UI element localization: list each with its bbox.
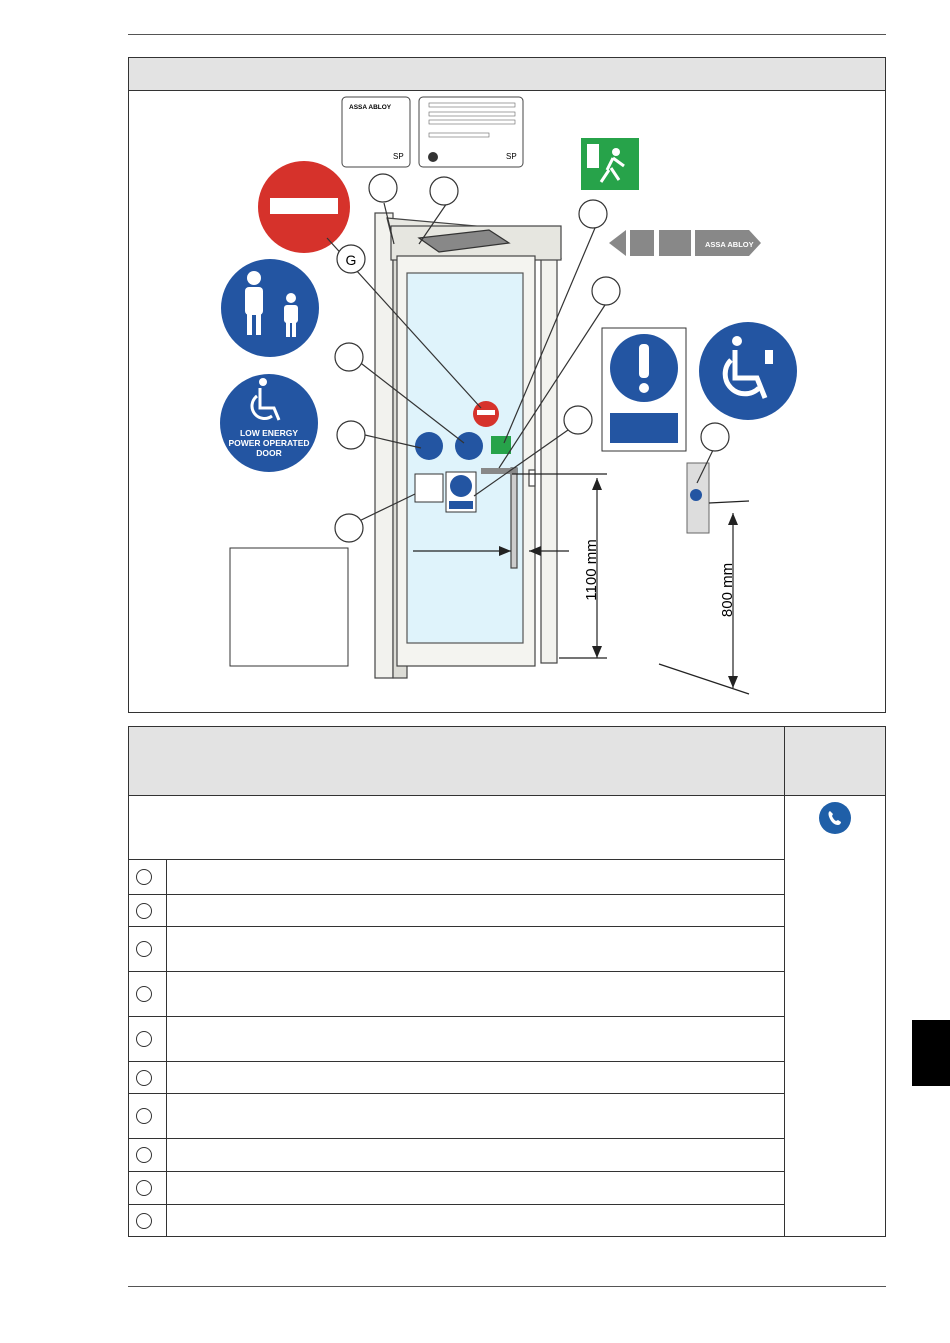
- top-rule: [128, 34, 886, 35]
- directional-strip: [609, 230, 761, 256]
- row-marker: [136, 986, 152, 1002]
- dimension-800-label: 800 mm: [719, 562, 736, 618]
- table-row: [129, 1138, 784, 1171]
- low-energy-line-1: LOW ENERGY: [239, 428, 299, 438]
- row-marker: [136, 1213, 152, 1229]
- section-tab-marker: [912, 1020, 950, 1086]
- table-row: [129, 1016, 784, 1061]
- low-energy-line-2: POWER OPERATED: [228, 438, 310, 448]
- row-marker: [136, 869, 152, 885]
- reference-table: [128, 726, 886, 1237]
- plate-brand-text: ASSA ABLOY: [349, 104, 392, 111]
- table-row: [129, 894, 784, 926]
- push-button-post: [687, 463, 709, 533]
- table-column-divider: [784, 727, 785, 1236]
- low-energy-sign: [220, 374, 318, 472]
- strip-brand-text: ASSA ABLOY: [705, 240, 754, 249]
- footer-rule: [128, 1286, 886, 1287]
- row-marker: [136, 1180, 152, 1196]
- blank-label: [230, 548, 348, 666]
- row-marker: [136, 1147, 152, 1163]
- type-plate-large: [419, 97, 523, 167]
- emergency-exit-sign: [581, 138, 639, 190]
- callout-g-label: G: [345, 252, 357, 268]
- phone-icon: [819, 802, 851, 834]
- table-row: [129, 1204, 784, 1236]
- table-row: [129, 1061, 784, 1093]
- no-entry-sign: [258, 161, 350, 253]
- door-signage-diagram: [129, 58, 887, 714]
- table-row: [129, 926, 784, 971]
- row-marker: [136, 1108, 152, 1124]
- row-marker: [136, 941, 152, 957]
- type-plate-small: [342, 97, 410, 167]
- row-marker: [136, 903, 152, 919]
- table-row: [129, 1093, 784, 1138]
- low-energy-line-3: DOOR: [256, 448, 282, 458]
- mandatory-action-sign: [602, 328, 686, 451]
- plate-sp-text: SP: [393, 152, 404, 161]
- table-row: [129, 1171, 784, 1204]
- dimension-1100-label: 1100 mm: [583, 539, 600, 601]
- child-safety-sign: [221, 259, 319, 357]
- row-marker: [136, 1070, 152, 1086]
- illustration-panel: [128, 57, 886, 713]
- row-marker: [136, 1031, 152, 1047]
- wheelchair-sign: [699, 322, 797, 420]
- table-header: [129, 727, 885, 796]
- table-row: [129, 859, 784, 894]
- table-row: [129, 971, 784, 1016]
- plate-sp-text-2: SP: [506, 152, 517, 161]
